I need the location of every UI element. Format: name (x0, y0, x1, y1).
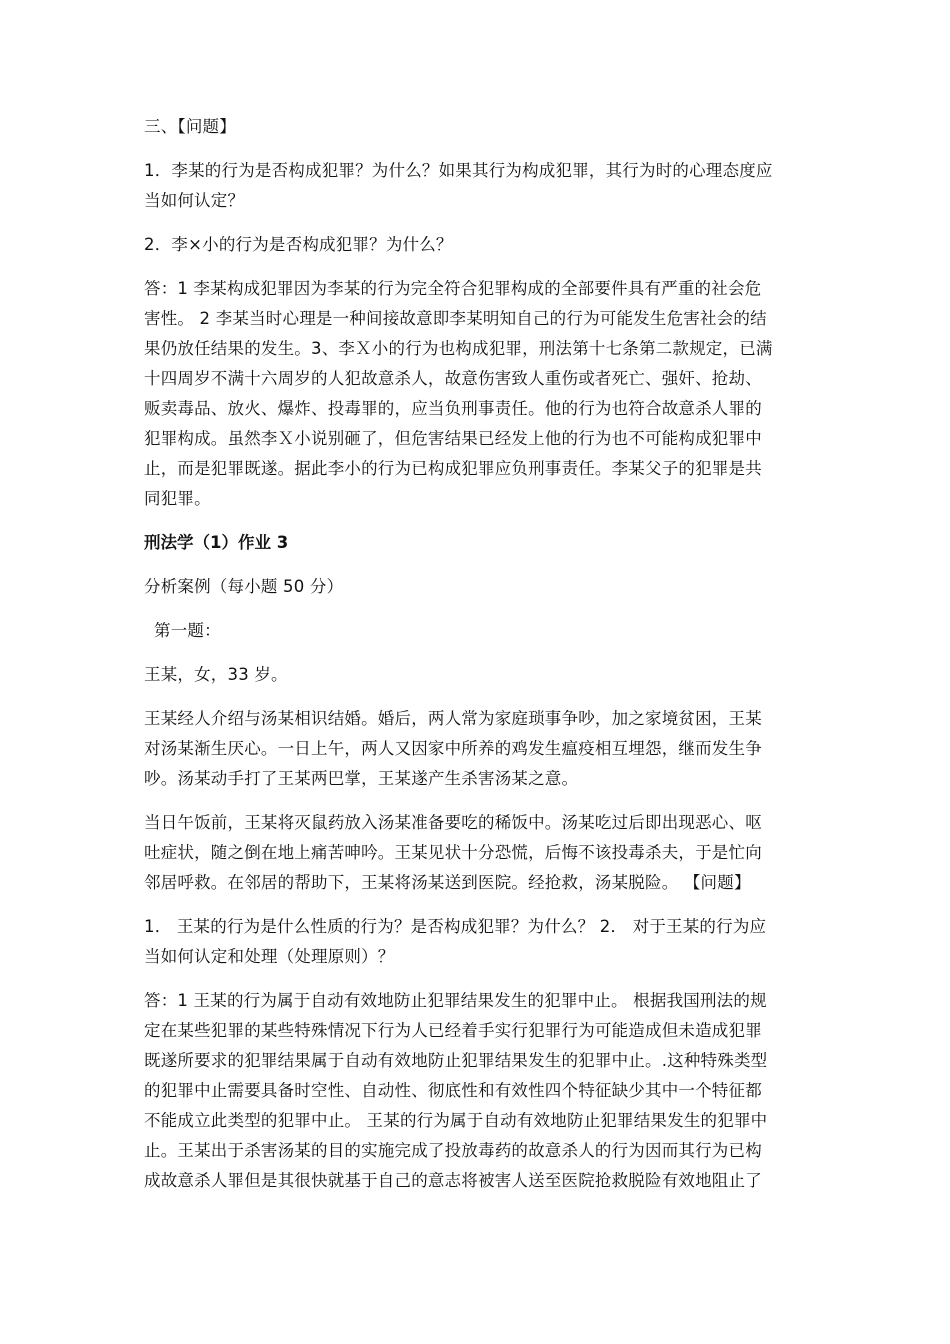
text-line: 答：1 王某的行为属于自动有效地防止犯罪结果发生的犯罪中止。 根据我国刑法的规 (144, 991, 767, 1010)
text-line: 当日午饭前，王某将灭鼠药放入汤某准备要吃的稀饭中。汤某吃过后即出现恶心、呕 (144, 813, 762, 832)
text-line: 当如何认定？ (144, 191, 245, 210)
first-question-label: 第一题： (154, 621, 221, 640)
text-line: 当如何认定和处理（处理原则）？ (144, 947, 395, 966)
text-line: 1． 王某的行为是什么性质的行为？是否构成犯罪？为什么？ 2． 对于王某的行为应 (144, 917, 767, 936)
text-line: 十四周岁不满十六周岁的人犯故意杀人，故意伤害致人重伤或者死亡、强奸、抢劫、 (144, 369, 762, 388)
text-line: 王某经人介绍与汤某相识结婚。婚后，两人常为家庭琐事争吵，加之家境贫困，王某 (144, 709, 762, 728)
text-line: 止。王某出于杀害汤某的目的实施完成了投放毒药的故意杀人的行为因而其行为已构 (144, 1141, 762, 1160)
text-line: 不能成立此类型的犯罪中止。 王某的行为属于自动有效地防止犯罪结果发生的犯罪中 (144, 1111, 768, 1130)
case-questions (144, 912, 810, 972)
text-line: 吐症状，随之倒在地上痛苦呻吟。王某见状十分恐慌，后悔不该投毒杀夫，于是忙向 (144, 843, 762, 862)
text-line: 果仍放任结果的发生。3、李Ｘ小的行为也构成犯罪，刑法第十七条第二款规定，已满 (144, 339, 773, 358)
text-line: 犯罪构成。虽然李Ｘ小说别砸了，但危害结果已经发上他的行为也不可能构成犯罪中 (144, 429, 762, 448)
text-line: 止，而是犯罪既遂。据此李小的行为已构成犯罪应负刑事责任。李某父子的犯罪是共 (144, 459, 762, 478)
case-paragraph-1 (144, 704, 810, 794)
text-line: 1．李某的行为是否构成犯罪？为什么？如果其行为构成犯罪，其行为时的心理态度应 (144, 161, 773, 180)
text-line: 邻居呼救。在邻居的帮助下，王某将汤某送到医院。经抢救，汤某脱险。 【问题】 (144, 873, 751, 892)
text-line: 定在某些犯罪的某些特殊情况下行为人已经着手实行犯罪行为可能造成但未造成犯罪 (144, 1021, 762, 1040)
text-line: 害性。 2 李某当时心理是一种间接故意即李某明知自己的行为可能发生危害社会的结 (144, 309, 767, 328)
text-line: 吵。汤某动手打了王某两巴掌，王某遂产生杀害汤某之意。 (144, 769, 579, 788)
person-info: 王某，女，33 岁。 (144, 665, 288, 684)
text-line: 贩卖毒品、放火、爆炸、投毒罪的，应当负刑事责任。他的行为也符合故意杀人罪的 (144, 399, 762, 418)
text-line: 对汤某渐生厌心。一日上午，两人又因家中所养的鸡发生瘟疫相互埋怨，继而发生争 (144, 739, 762, 758)
text-line: 的犯罪中止需要具备时空性、自动性、彻底性和有效性四个特征缺少其中一个特征都 (144, 1081, 762, 1100)
case-intro: 分析案例（每小题 50 分） (144, 577, 344, 596)
document-page (144, 112, 810, 1210)
question-2: 2．李×小的行为是否构成犯罪？为什么？ (144, 235, 453, 254)
homework-title: 刑法学（1）作业 3 (144, 533, 289, 552)
question-1 (144, 156, 810, 216)
section-label: 三、【问题】 (144, 117, 236, 136)
text-line: 成故意杀人罪但是其很快就基于自己的意志将被害人送至医院抢救脱险有效地阻止了 (144, 1171, 762, 1190)
answer-1 (144, 274, 810, 514)
text-line: 同犯罪。 (144, 489, 211, 508)
text-line: 答：1 李某构成犯罪因为李某的行为完全符合犯罪构成的全部要件具有严重的社会危 (144, 279, 762, 298)
case-answer (144, 986, 810, 1196)
case-paragraph-2 (144, 808, 810, 898)
text-line: 既遂所要求的犯罪结果属于自动有效地防止犯罪结果发生的犯罪中止。.这种特殊类型 (144, 1051, 768, 1070)
